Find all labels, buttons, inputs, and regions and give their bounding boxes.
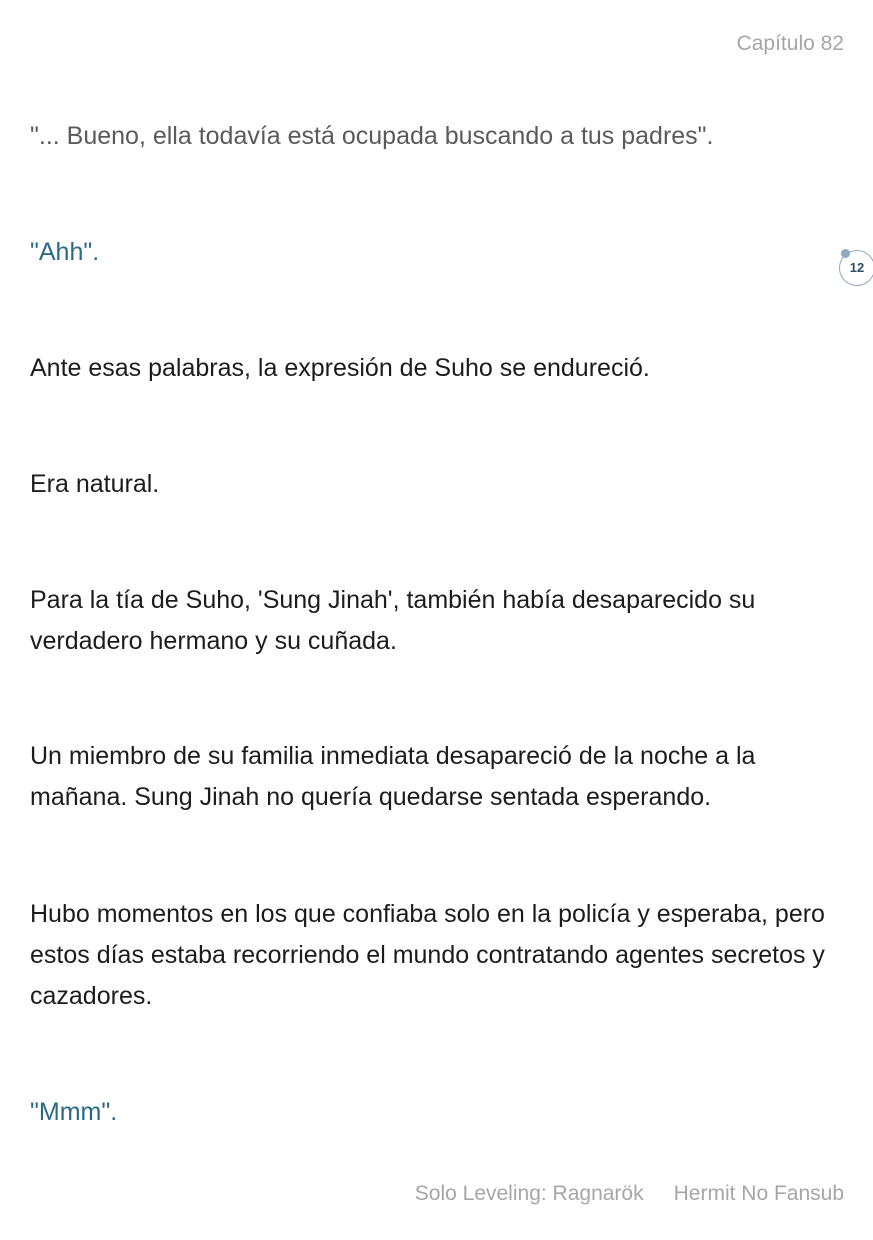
paragraph-4: Era natural.: [30, 470, 160, 498]
paragraph-2: "Ahh".: [30, 238, 100, 266]
paragraph-5: Para la tía de Suho, 'Sung Jinah', también había desaparecido su verdadero hermano y su cuñada.: [30, 586, 756, 655]
translator-group: Hermit No Fansub: [673, 1182, 844, 1205]
footer: [415, 1182, 844, 1206]
page-number-badge[interactable]: [839, 250, 873, 286]
book-title: Solo Leveling: Ragnarök: [414, 1182, 644, 1205]
chapter-header: Capítulo 82: [736, 32, 844, 55]
paragraph-8: "Mmm".: [30, 1098, 118, 1126]
paragraph-3: Ante esas palabras, la expresión de Suho se endureció.: [30, 354, 650, 382]
page-number: 12: [849, 260, 865, 275]
paragraph-7: Hubo momentos en los que confiaba solo en la policía y esperaba, pero estos días estaba recorriendo el mundo contratando agentes secretos y cazadores.: [30, 900, 825, 1010]
badge-dot-icon: [841, 249, 850, 258]
paragraph-1: "... Bueno, ella todavía está ocupada buscando a tus padres".: [30, 122, 714, 150]
paragraph-6: Un miembro de su familia inmediata desapareció de la noche a la mañana. Sung Jinah no quería quedarse sentada esperando.: [30, 742, 756, 811]
